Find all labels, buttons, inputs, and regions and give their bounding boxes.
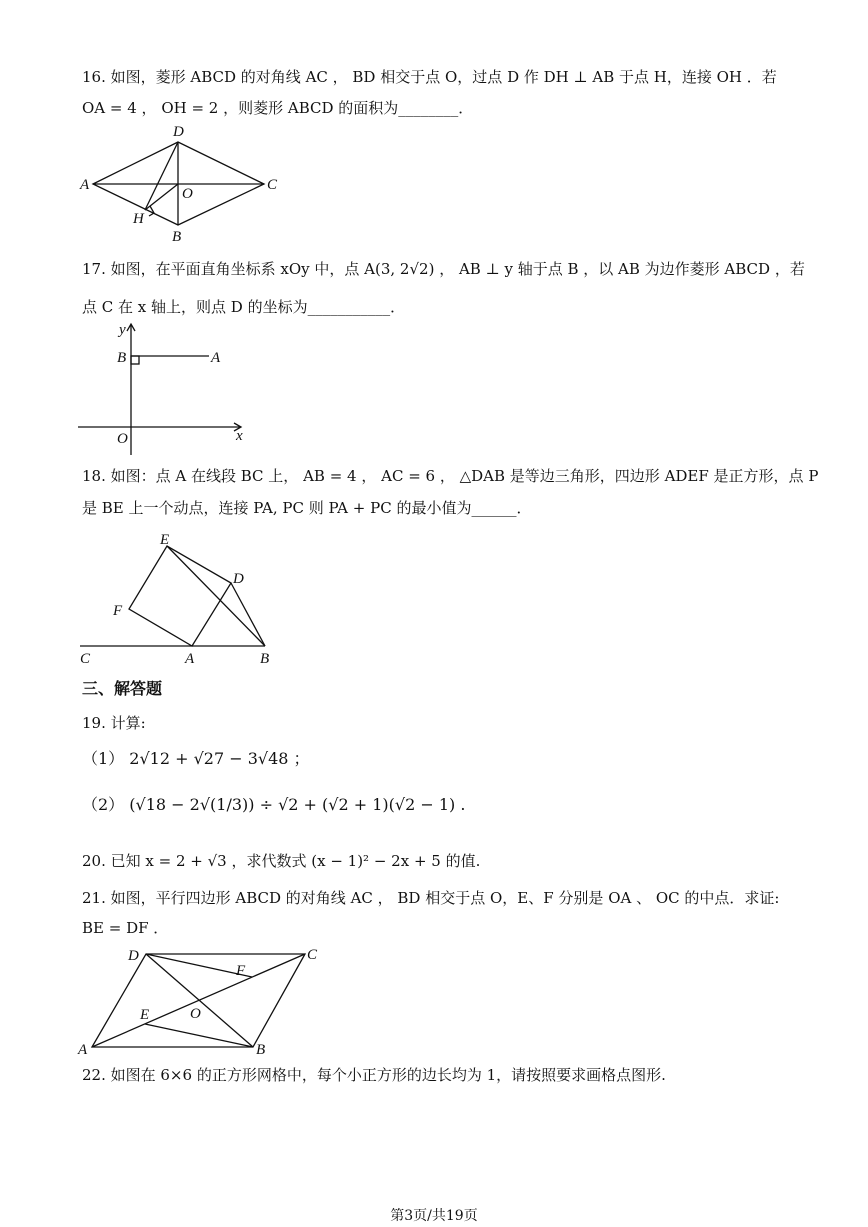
label-c: C	[80, 651, 91, 667]
label-a: A	[211, 350, 221, 366]
q21-line1: 21. 如图，平行四边形 ABCD 的对角线 AC ， BD 相交于点 O，E、F 分别是 OA 、 OC 的中点．求证:	[82, 889, 780, 907]
label-e: E	[140, 1007, 150, 1023]
label-c: C	[267, 177, 278, 193]
label-y: y	[119, 322, 126, 338]
diagonal-ac	[92, 954, 305, 1047]
q19-intro: 19. 计算:	[82, 714, 146, 732]
q17-line2: 点 C 在 x 轴上，则点 D 的坐标为___________．	[82, 298, 406, 316]
label-d: D	[233, 571, 244, 587]
label-a: A	[185, 651, 195, 667]
label-o: O	[190, 1006, 201, 1022]
q19-part1: （1） 2√12 + √27 − 3√48 ；	[82, 749, 310, 768]
label-o: O	[182, 186, 193, 202]
segment-be	[145, 1024, 253, 1047]
q17-line1: 17. 如图，在平面直角坐标系 xOy 中，点 A(3, 2√2) ， AB ⊥ y 轴于点 B ，以 AB 为边作菱形 ABCD ，若	[82, 260, 805, 278]
label-a: A	[78, 1042, 88, 1058]
label-f: F	[113, 603, 123, 619]
label-e: E	[160, 532, 170, 548]
label-a: A	[80, 177, 90, 193]
label-h: H	[133, 211, 144, 227]
q18-line2: 是 BE 上一个动点，连接 PA, PC 则 PA + PC 的最小值为______．	[82, 499, 532, 517]
q22-text: 22. 如图在 6×6 的正方形网格中，每个小正方形的边长均为 1，请按照要求画格点图形.	[82, 1066, 666, 1084]
q21-line2: BE = DF ．	[82, 919, 169, 937]
q18-line1: 18. 如图：点 A 在线段 BC 上， AB = 4 ， AC = 6 ， △DAB 是等边三角形，四边形 ADEF 是正方形，点 P	[82, 467, 819, 485]
label-d: D	[173, 124, 184, 140]
page-number: 第3页/共19页	[390, 1208, 478, 1224]
label-x: x	[236, 428, 243, 444]
label-c: C	[307, 947, 318, 963]
q16-line1: 16. 如图，菱形 ABCD 的对角线 AC ， BD 相交于点 O，过点 D 作 DH ⊥ AB 于点 H，连接 OH ．若	[82, 68, 777, 86]
label-b: B	[256, 1042, 266, 1058]
q19-part2: （2） (√18 − 2√(1/3)) ÷ √2 + (√2 + 1)(√2 − 1) .	[82, 795, 466, 814]
label-b: B	[172, 229, 182, 245]
q16-line2: OA = 4 ， OH = 2 ，则菱形 ABCD 的面积为________．	[82, 99, 474, 117]
section-heading: 三、解答题	[82, 679, 163, 698]
q20-text: 20. 已知 x = 2 + √3 ，求代数式 (x − 1)² − 2x + 5 的值.	[82, 852, 481, 870]
label-o: O	[117, 431, 128, 447]
label-b: B	[260, 651, 270, 667]
label-d: D	[128, 948, 139, 964]
label-b: B	[117, 350, 127, 366]
label-f: F	[236, 963, 246, 979]
